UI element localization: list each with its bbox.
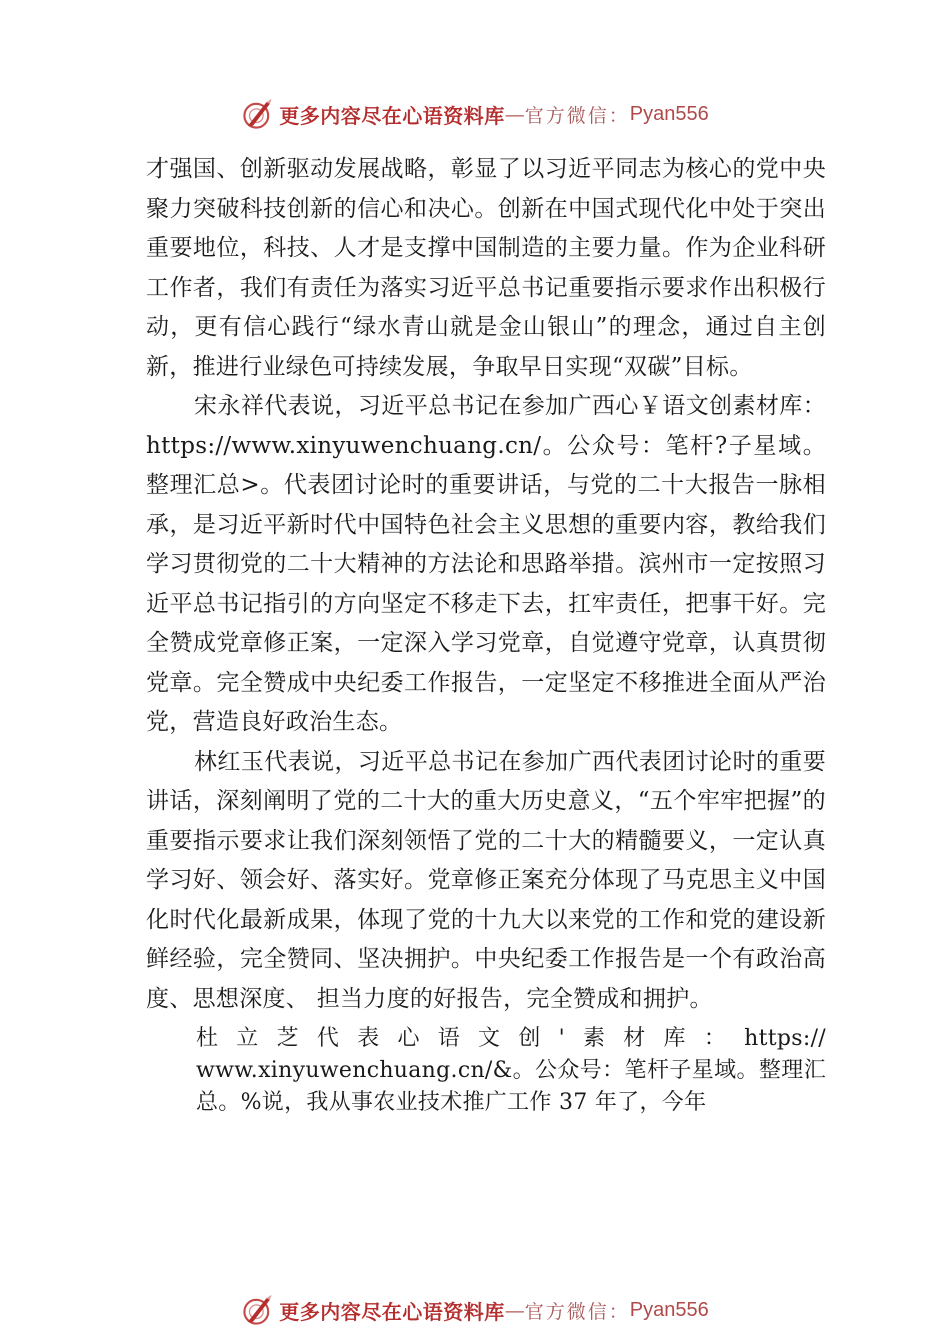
banner-wechat-label: 官方微信： <box>524 104 630 127</box>
banner-main-text: 更多内容尽在心语资料库 <box>279 103 505 128</box>
banner-wechat-id: Pyan556 <box>629 102 709 125</box>
paragraph-1: 才强国、创新驱动发展战略，彰显了以习近平同志为核心的党中央聚力突破科技创新的信心和决心。创新在中国式现代化中处于突出重要地位，科技、人才是支撑中国制造的主要力量。作为企业科研工作者，我们有责任为落实习近平总书记重要指示要求作出积极行动，更有信心践行“绿水青山就是金山银山”的理念，通过自主创新，推进行业绿色可持续发展，争取早日实现“双碳”目标。 <box>146 156 826 380</box>
banner-separator: — <box>504 102 525 126</box>
banner-main-text: 更多内容尽在心语资料库 <box>279 1299 505 1324</box>
quill-logo-icon <box>241 1293 275 1327</box>
banner-wechat-label: 官方微信： <box>524 1300 630 1323</box>
banner-separator: — <box>504 1298 525 1322</box>
quill-logo-icon <box>241 97 275 131</box>
paragraph-4: 杜立芝代表心语文创'素材库：https:// www.xinyuwenchuang.cn/&。公众号：笔杆子星域。整理汇总。%说，我从事农业技术推广工作 37 年了，今年 <box>196 1026 826 1115</box>
paragraph-2: 宋永祥代表说，习近平总书记在参加广西心￥语文创素材库：https://www.xinyuwenchuang.cn/。公众号：笔杆?子星域。整理汇总>。代表团讨论时的重要讲话，与党的二十大报告一脉相承，是习近平新时代中国特色社会主义思想的重要内容，教给我们学习贯彻党的二十大精神的方法论和思路举措。滨州市一定按照习近平总书记指引的方向坚定不移走下去，扛牢责任，把事干好。完全赞成党章修正案，一定深入学习党章，自觉遵守党章，认真贯彻党章。完全赞成中央纪委工作报告，一定坚定不移推进全面从严治党，营造良好政治生态。 <box>146 393 826 735</box>
banner-wechat-id: Pyan556 <box>629 1298 709 1321</box>
footer-banner <box>0 1290 950 1330</box>
document-body <box>146 150 826 1119</box>
header-banner <box>0 94 950 134</box>
paragraph-3: 林红玉代表说，习近平总书记在参加广西代表团讨论时的重要讲话，深刻阐明了党的二十大的重大历史意义，“五个牢牢把握”的重要指示要求让我们深刻领悟了党的二十大的精髓要义，一定认真学习好、领会好、落实好。党章修正案充分体现了马克思主义中国化时代化最新成果，体现了党的十九大以来党的工作和党的建设新鲜经验，完全赞同、坚决拥护。中央纪委工作报告是一个有政治高度、思想深度、 担当力度的好报告，完全赞成和拥护。 <box>146 748 826 1012</box>
